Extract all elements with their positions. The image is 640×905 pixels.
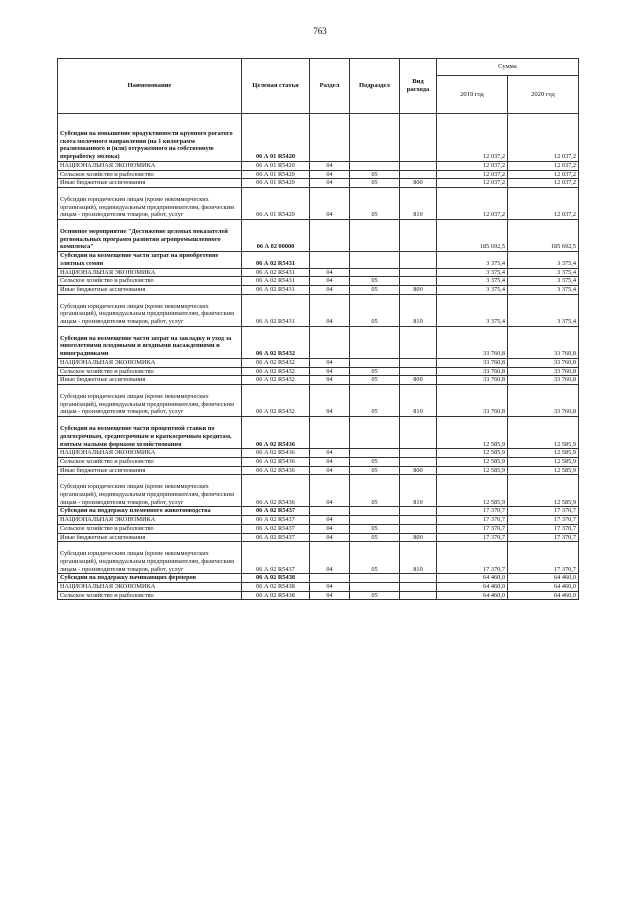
table-row	[58, 277, 579, 286]
row-code: 06 А 01 R5420	[242, 114, 310, 162]
row-section: 04	[310, 161, 350, 170]
row-section: 04	[310, 524, 350, 533]
row-sum-2019: 3 375,4	[437, 294, 508, 326]
row-name: Сельское хозяйство и рыболовство	[58, 367, 242, 376]
row-subsection: 05	[350, 187, 400, 219]
table-row	[58, 574, 579, 583]
row-section: 04	[310, 457, 350, 466]
row-name: Сельское хозяйство и рыболовство	[58, 277, 242, 286]
row-name: Иные бюджетные ассигнования	[58, 285, 242, 294]
row-section: 04	[310, 367, 350, 376]
table-row	[58, 384, 579, 416]
row-sum-2019: 33 760,8	[437, 376, 508, 385]
row-section	[310, 507, 350, 516]
row-type	[400, 220, 437, 252]
row-subsection	[350, 516, 400, 525]
row-code: 06 А 02 R5436	[242, 417, 310, 449]
row-subsection: 05	[350, 591, 400, 600]
page-number: 763	[313, 26, 327, 36]
table-row	[58, 220, 579, 252]
row-section	[310, 326, 350, 358]
row-subsection	[350, 326, 400, 358]
row-sum-2019: 12 585,9	[437, 417, 508, 449]
table-row	[58, 524, 579, 533]
row-type: 810	[400, 187, 437, 219]
table-row	[58, 170, 579, 179]
row-name: НАЦИОНАЛЬНАЯ ЭКОНОМИКА	[58, 449, 242, 458]
row-subsection	[350, 358, 400, 367]
row-subsection	[350, 574, 400, 583]
row-name: Сельское хозяйство и рыболовство	[58, 457, 242, 466]
budget-table	[57, 58, 579, 600]
row-sum-2020: 17 370,7	[508, 516, 579, 525]
row-sum-2020: 17 370,7	[508, 524, 579, 533]
row-sum-2019: 33 760,8	[437, 367, 508, 376]
row-section: 04	[310, 294, 350, 326]
row-code: 06 А 02 R5431	[242, 252, 310, 268]
header-section: Раздел	[310, 59, 350, 114]
row-sum-2020: 17 370,7	[508, 533, 579, 542]
row-subsection	[350, 449, 400, 458]
row-type: 800	[400, 376, 437, 385]
row-sum-2020: 3 375,4	[508, 252, 579, 268]
row-name: Субсидии на возмещение части затрат на закладку и уход за многолетними плодовыми и ягодными насаждениями и виноградниками	[58, 326, 242, 358]
row-subsection: 05	[350, 285, 400, 294]
row-sum-2019: 12 585,9	[437, 475, 508, 507]
row-section: 04	[310, 170, 350, 179]
row-name: НАЦИОНАЛЬНАЯ ЭКОНОМИКА	[58, 516, 242, 525]
row-subsection: 05	[350, 294, 400, 326]
row-sum-2019: 17 370,7	[437, 516, 508, 525]
table-row	[58, 294, 579, 326]
row-type	[400, 277, 437, 286]
table-header	[58, 59, 579, 114]
row-name: Субсидии юридическим лицам (кроме некоммерческих организаций), индивидуальным предпринимателям, физическим лицам - производителям товаров, работ, услуг	[58, 542, 242, 574]
row-sum-2019: 12 037,2	[437, 114, 508, 162]
row-sum-2020: 185 692,5	[508, 220, 579, 252]
row-section: 04	[310, 376, 350, 385]
row-code: 06 А 02 R5438	[242, 583, 310, 592]
row-subsection: 05	[350, 170, 400, 179]
table-row	[58, 161, 579, 170]
table-row	[58, 376, 579, 385]
row-name: Сельское хозяйство и рыболовство	[58, 591, 242, 600]
header-code: Целевая статья	[242, 59, 310, 114]
row-type	[400, 268, 437, 277]
row-subsection: 05	[350, 533, 400, 542]
header-name: Наименование	[58, 59, 242, 114]
row-name: Иные бюджетные ассигнования	[58, 466, 242, 475]
header-2020: 2020 год	[508, 76, 579, 114]
row-subsection	[350, 583, 400, 592]
row-code: 06 А 02 00000	[242, 220, 310, 252]
row-subsection	[350, 220, 400, 252]
header-subsection: Подраздел	[350, 59, 400, 114]
row-type	[400, 358, 437, 367]
row-code: 06 А 02 R5437	[242, 516, 310, 525]
row-subsection	[350, 507, 400, 516]
table-row	[58, 417, 579, 449]
row-section	[310, 252, 350, 268]
row-type	[400, 524, 437, 533]
row-code: 06 А 02 R5436	[242, 466, 310, 475]
row-type	[400, 457, 437, 466]
row-sum-2020: 12 037,2	[508, 179, 579, 188]
row-name: НАЦИОНАЛЬНАЯ ЭКОНОМИКА	[58, 583, 242, 592]
table-row	[58, 187, 579, 219]
row-section: 04	[310, 516, 350, 525]
row-sum-2019: 33 760,8	[437, 326, 508, 358]
row-section: 04	[310, 475, 350, 507]
row-code: 06 А 02 R5436	[242, 475, 310, 507]
row-type	[400, 507, 437, 516]
row-type	[400, 574, 437, 583]
row-section: 04	[310, 591, 350, 600]
row-sum-2019: 3 375,4	[437, 268, 508, 277]
row-subsection: 05	[350, 466, 400, 475]
table-row	[58, 533, 579, 542]
row-name: Сельское хозяйство и рыболовство	[58, 170, 242, 179]
row-sum-2019: 3 375,4	[437, 285, 508, 294]
row-sum-2020: 12 037,2	[508, 170, 579, 179]
row-subsection	[350, 161, 400, 170]
row-section: 04	[310, 179, 350, 188]
row-subsection: 05	[350, 376, 400, 385]
row-type	[400, 591, 437, 600]
row-name: Основное мероприятие "Достижение целевых показателей региональных программ развития агропромышленного комплекса"	[58, 220, 242, 252]
row-sum-2020: 12 585,9	[508, 466, 579, 475]
row-type	[400, 170, 437, 179]
row-type	[400, 367, 437, 376]
row-code: 06 А 02 R5438	[242, 591, 310, 600]
row-subsection: 05	[350, 384, 400, 416]
header-sum: Сумма	[437, 59, 579, 76]
row-sum-2019: 12 585,9	[437, 466, 508, 475]
row-type	[400, 252, 437, 268]
table-row	[58, 542, 579, 574]
row-subsection: 05	[350, 367, 400, 376]
row-code: 06 А 02 R5437	[242, 533, 310, 542]
row-name: НАЦИОНАЛЬНАЯ ЭКОНОМИКА	[58, 268, 242, 277]
row-type	[400, 326, 437, 358]
row-section: 04	[310, 583, 350, 592]
row-type	[400, 417, 437, 449]
row-sum-2019: 17 370,7	[437, 507, 508, 516]
table-body	[58, 114, 579, 600]
row-code: 06 А 02 R5431	[242, 285, 310, 294]
row-sum-2019: 12 037,2	[437, 161, 508, 170]
row-code: 06 А 02 R5437	[242, 524, 310, 533]
row-section	[310, 220, 350, 252]
table-row	[58, 358, 579, 367]
row-subsection: 05	[350, 457, 400, 466]
row-code: 06 А 02 R5436	[242, 449, 310, 458]
row-type: 810	[400, 475, 437, 507]
row-name: Субсидии юридическим лицам (кроме некоммерческих организаций), индивидуальным предпринимателям, физическим лицам - производителям товаров, работ, услуг	[58, 475, 242, 507]
row-sum-2020: 12 585,9	[508, 475, 579, 507]
row-sum-2020: 12 585,9	[508, 457, 579, 466]
row-subsection	[350, 252, 400, 268]
row-sum-2020: 17 370,7	[508, 507, 579, 516]
row-sum-2020: 12 037,2	[508, 187, 579, 219]
table-row	[58, 367, 579, 376]
row-type	[400, 114, 437, 162]
row-sum-2019: 64 460,0	[437, 583, 508, 592]
table-row	[58, 285, 579, 294]
row-type: 800	[400, 285, 437, 294]
row-sum-2020: 12 037,2	[508, 161, 579, 170]
row-type: 810	[400, 384, 437, 416]
row-section: 04	[310, 268, 350, 277]
row-sum-2019: 3 375,4	[437, 277, 508, 286]
row-section: 04	[310, 358, 350, 367]
row-code: 06 А 02 R5432	[242, 376, 310, 385]
row-type: 800	[400, 179, 437, 188]
row-type: 800	[400, 466, 437, 475]
row-code: 06 А 02 R5436	[242, 457, 310, 466]
row-type	[400, 583, 437, 592]
row-subsection	[350, 114, 400, 162]
row-type	[400, 449, 437, 458]
row-sum-2020: 17 370,7	[508, 542, 579, 574]
row-code: 06 А 02 R5437	[242, 542, 310, 574]
row-sum-2020: 3 375,4	[508, 268, 579, 277]
row-sum-2019: 12 585,9	[437, 449, 508, 458]
row-sum-2020: 3 375,4	[508, 277, 579, 286]
row-type: 800	[400, 533, 437, 542]
row-name: Иные бюджетные ассигнования	[58, 533, 242, 542]
table-row	[58, 326, 579, 358]
row-section: 04	[310, 542, 350, 574]
row-code: 06 А 02 R5431	[242, 268, 310, 277]
row-sum-2019: 64 460,0	[437, 591, 508, 600]
table-row	[58, 507, 579, 516]
row-sum-2020: 33 760,8	[508, 367, 579, 376]
row-section: 04	[310, 533, 350, 542]
row-section	[310, 574, 350, 583]
row-code: 06 А 02 R5432	[242, 358, 310, 367]
row-name: Субсидии на повышение продуктивности крупного рогатого скота молочного направления (на 1 килограмм реализованного и (или) отгруженного на собственную переработку молока)	[58, 114, 242, 162]
row-code: 06 А 02 R5432	[242, 326, 310, 358]
row-name: Субсидии на поддержку племенного животноводства	[58, 507, 242, 516]
row-code: 06 А 02 R5432	[242, 384, 310, 416]
row-section	[310, 417, 350, 449]
table-row	[58, 114, 579, 162]
row-section: 04	[310, 384, 350, 416]
row-sum-2020: 33 760,8	[508, 326, 579, 358]
row-sum-2019: 12 585,9	[437, 457, 508, 466]
row-type	[400, 516, 437, 525]
table-row	[58, 268, 579, 277]
row-sum-2019: 33 760,8	[437, 384, 508, 416]
row-section: 04	[310, 466, 350, 475]
row-sum-2020: 64 460,0	[508, 574, 579, 583]
row-code: 06 А 01 R5420	[242, 187, 310, 219]
row-subsection: 05	[350, 179, 400, 188]
table-row	[58, 179, 579, 188]
row-name: Иные бюджетные ассигнования	[58, 376, 242, 385]
row-code: 06 А 02 R5432	[242, 367, 310, 376]
row-name: Субсидии юридическим лицам (кроме некоммерческих организаций), индивидуальным предпринимателям, физическим лицам - производителям товаров, работ, услуг	[58, 187, 242, 219]
row-sum-2020: 3 375,4	[508, 285, 579, 294]
row-name: Субсидии на поддержку начинающих фермеров	[58, 574, 242, 583]
row-sum-2019: 17 370,7	[437, 533, 508, 542]
row-code: 06 А 01 R5420	[242, 170, 310, 179]
table-row	[58, 583, 579, 592]
table-row	[58, 516, 579, 525]
table-row	[58, 457, 579, 466]
row-code: 06 А 01 R5420	[242, 179, 310, 188]
row-name: Субсидии на возмещение части процентной ставки по долгосрочным, среднесрочным и краткосрочным кредитам, взятым малыми формами хозяйствования	[58, 417, 242, 449]
table-row	[58, 475, 579, 507]
row-sum-2019: 33 760,8	[437, 358, 508, 367]
row-sum-2019: 185 692,5	[437, 220, 508, 252]
row-code: 06 А 02 R5438	[242, 574, 310, 583]
row-subsection	[350, 417, 400, 449]
row-section: 04	[310, 187, 350, 219]
table-row	[58, 466, 579, 475]
row-name: Субсидии юридическим лицам (кроме некоммерческих организаций), индивидуальным предпринимателям, физическим лицам - производителям товаров, работ, услуг	[58, 384, 242, 416]
row-code: 06 А 02 R5431	[242, 277, 310, 286]
row-sum-2020: 12 585,9	[508, 417, 579, 449]
row-section: 04	[310, 285, 350, 294]
row-sum-2019: 12 037,2	[437, 187, 508, 219]
row-sum-2019: 17 370,7	[437, 524, 508, 533]
row-sum-2019: 12 037,2	[437, 170, 508, 179]
row-sum-2019: 64 460,0	[437, 574, 508, 583]
row-subsection: 05	[350, 542, 400, 574]
row-name: Субсидии юридическим лицам (кроме некоммерческих организаций), индивидуальным предпринимателям, физическим лицам - производителям товаров, работ, услуг	[58, 294, 242, 326]
table-row	[58, 252, 579, 268]
row-code: 06 А 01 R5420	[242, 161, 310, 170]
row-type: 810	[400, 542, 437, 574]
table-row	[58, 591, 579, 600]
row-section: 04	[310, 449, 350, 458]
row-sum-2020: 33 760,8	[508, 384, 579, 416]
row-name: Иные бюджетные ассигнования	[58, 179, 242, 188]
row-subsection	[350, 268, 400, 277]
row-sum-2020: 12 037,2	[508, 114, 579, 162]
row-sum-2020: 64 460,0	[508, 583, 579, 592]
row-sum-2020: 33 760,8	[508, 376, 579, 385]
row-sum-2020: 64 460,0	[508, 591, 579, 600]
row-sum-2020: 33 760,8	[508, 358, 579, 367]
row-type	[400, 161, 437, 170]
row-name: НАЦИОНАЛЬНАЯ ЭКОНОМИКА	[58, 358, 242, 367]
row-name: Субсидии на возмещение части затрат на приобретение элитных семян	[58, 252, 242, 268]
row-name: НАЦИОНАЛЬНАЯ ЭКОНОМИКА	[58, 161, 242, 170]
row-sum-2020: 12 585,9	[508, 449, 579, 458]
row-subsection: 05	[350, 475, 400, 507]
table-row	[58, 449, 579, 458]
row-sum-2019: 17 370,7	[437, 542, 508, 574]
row-code: 06 А 02 R5431	[242, 294, 310, 326]
row-type: 810	[400, 294, 437, 326]
row-sum-2020: 3 375,4	[508, 294, 579, 326]
row-code: 06 А 02 R5437	[242, 507, 310, 516]
row-section	[310, 114, 350, 162]
row-subsection: 05	[350, 277, 400, 286]
row-name: Сельское хозяйство и рыболовство	[58, 524, 242, 533]
row-sum-2019: 3 375,4	[437, 252, 508, 268]
row-sum-2019: 12 037,2	[437, 179, 508, 188]
row-subsection: 05	[350, 524, 400, 533]
header-2019: 2019 год	[437, 76, 508, 114]
header-type: Вид расхода	[400, 59, 437, 114]
row-section: 04	[310, 277, 350, 286]
